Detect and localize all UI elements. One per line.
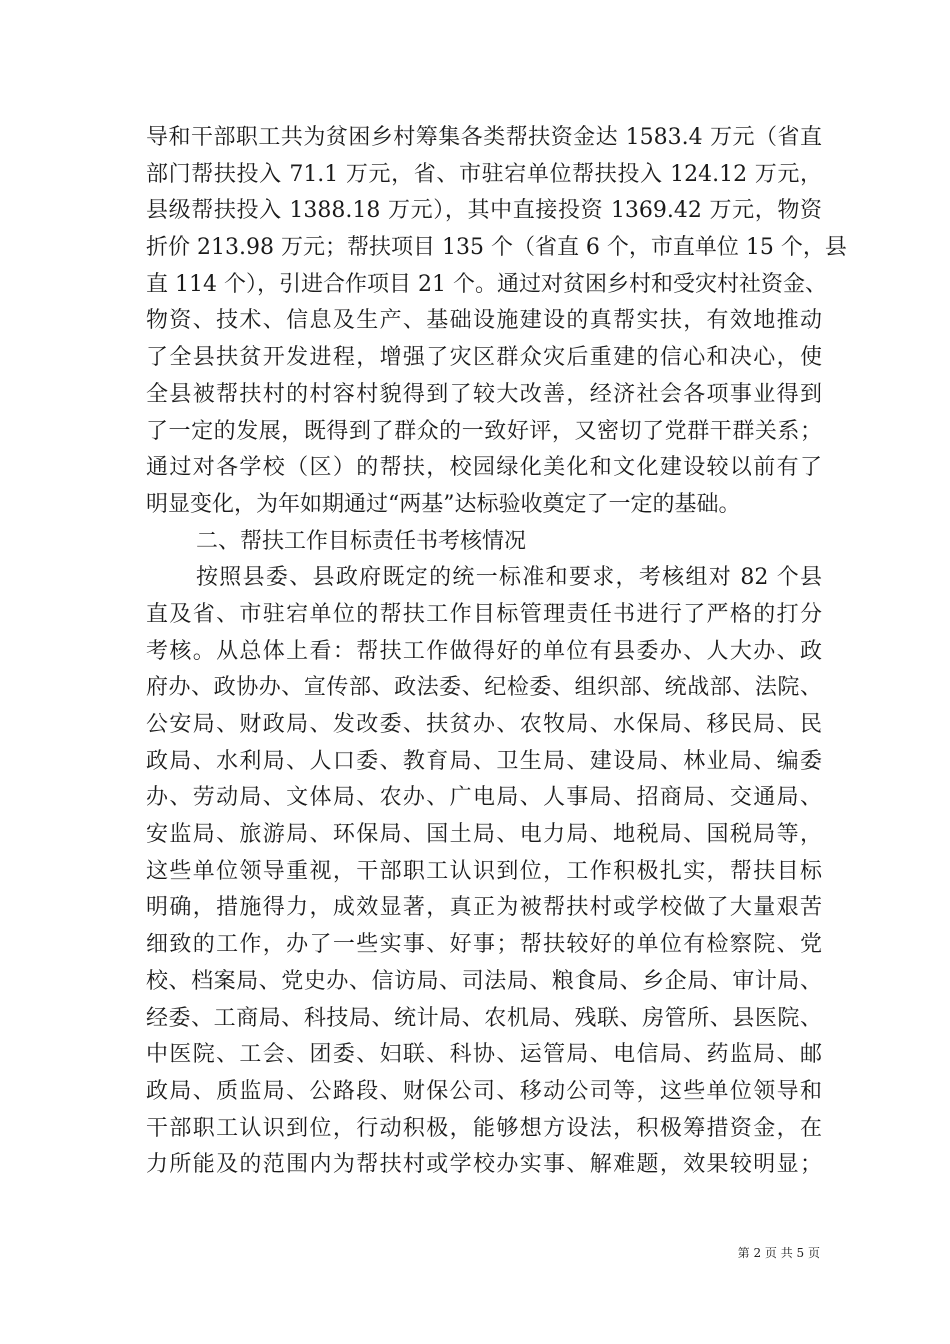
text-line: 这些单位领导重视，干部职工认识到位，工作积极扎实，帮扶目标 xyxy=(146,858,822,884)
text-line: 力所能及的范围内为帮扶村或学校办实事、解难题，效果较明显； xyxy=(146,1152,822,1178)
paragraph-2 xyxy=(146,560,822,1184)
text-line: 办、劳动局、文体局、农办、广电局、人事局、招商局、交通局、 xyxy=(146,785,822,811)
text-line: 导和干部职工共为贫困乡村筹集各类帮扶资金达 1583.4 万元（省直 xyxy=(146,125,822,150)
text-line: 经委、工商局、科技局、统计局、农机局、残联、房管所、县医院、 xyxy=(146,1005,822,1031)
text-line: 细致的工作，办了一些实事、好事；帮扶较好的单位有检察院、党 xyxy=(146,932,822,958)
text-line: 全县被帮扶村的村容村貌得到了较大改善，经济社会各项事业得到 xyxy=(146,381,822,407)
document-body xyxy=(146,120,847,1184)
page-number: 第 2 页 共 5 页 xyxy=(737,1246,820,1260)
text-line: 了一定的发展，既得到了群众的一致好评，又密切了党群干群关系； xyxy=(146,418,822,444)
text-line: 明显变化，为年如期通过“两基”达标验收奠定了一定的基础。 xyxy=(146,491,741,517)
text-line: 直 114 个），引进合作项目 21 个。通过对贫困乡村和受灾村社资金、 xyxy=(146,271,827,297)
text-line: 校、档案局、党史办、信访局、司法局、粮食局、乡企局、审计局、 xyxy=(146,968,822,994)
text-line: 按照县委、县政府既定的统一标准和要求，考核组对 82 个县 xyxy=(196,565,822,591)
text-line: 政局、水利局、人口委、教育局、卫生局、建设局、林业局、编委 xyxy=(146,748,822,774)
section-heading: 二、帮扶工作目标责任书考核情况 xyxy=(196,528,527,554)
text-line: 明确，措施得力，成效显著，真正为被帮扶村或学校做了大量艰苦 xyxy=(146,895,822,921)
text-line: 直及省、市驻宕单位的帮扶工作目标管理责任书进行了严格的打分 xyxy=(146,601,822,627)
text-line: 县级帮扶投入 1388.18 万元），其中直接投资 1369.42 万元，物资 xyxy=(146,198,822,224)
text-line: 公安局、财政局、发改委、扶贫办、农牧局、水保局、移民局、民 xyxy=(146,712,822,737)
text-line: 部门帮扶投入 71.1 万元，省、市驻宕单位帮扶投入 124.12 万元， xyxy=(146,161,822,187)
text-line: 折价 213.98 万元；帮扶项目 135 个（省直 6 个，市直单位 15 个，县 xyxy=(146,235,847,261)
text-line: 通过对各学校（区）的帮扶，校园绿化美化和文化建设较以前有了 xyxy=(146,455,822,481)
text-line: 了全县扶贫开发进程，增强了灾区群众灾后重建的信心和决心，使 xyxy=(146,345,822,371)
text-line: 府办、政协办、宣传部、政法委、纪检委、组织部、统战部、法院、 xyxy=(146,675,822,701)
paragraph-1 xyxy=(146,120,847,524)
text-line: 考核。从总体上看：帮扶工作做得好的单位有县委办、人大办、政 xyxy=(146,638,822,664)
text-line: 物资、技术、信息及生产、基础设施建设的真帮实扶，有效地推动 xyxy=(146,308,822,334)
text-line: 政局、质监局、公路段、财保公司、移动公司等，这些单位领导和 xyxy=(146,1078,822,1104)
text-line: 中医院、工会、团委、妇联、科协、运管局、电信局、药监局、邮 xyxy=(146,1042,822,1068)
text-line: 干部职工认识到位，行动积极，能够想方设法，积极筹措资金，在 xyxy=(146,1115,822,1141)
text-line: 安监局、旅游局、环保局、国土局、电力局、地税局、国税局等， xyxy=(146,822,822,848)
